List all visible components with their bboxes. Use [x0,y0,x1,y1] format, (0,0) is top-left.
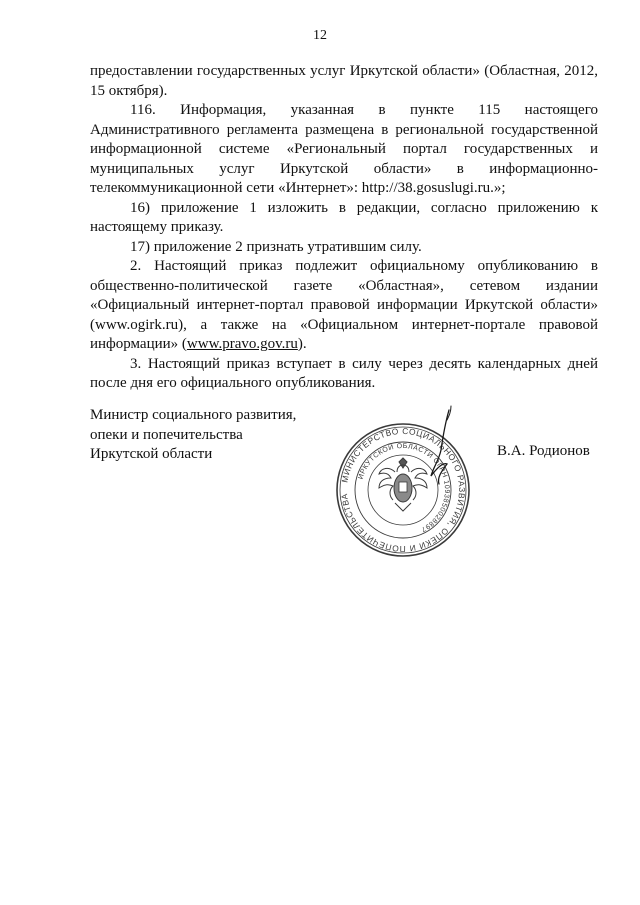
official-seal-stamp [333,402,473,562]
paragraph-publication [90,257,598,355]
document-body [90,62,598,394]
paragraph-item-116: 116. Информация, указанная в пункте 115 настоящего Административного регламента размещена в региональной государственной информационной системе «Региональный портал государственных и муниципальных услуг Иркутской области» в информационно-телекоммуникационной сети «Интернет»: http://38.gosuslugi.ru.»; [90,102,598,196]
signatory-title [90,406,330,465]
eagle-emblem-icon [379,458,427,511]
signatory-name: В.А. Родионов [497,443,590,459]
seal-inner-text: ИРКУТСКОЙ ОБЛАСТИ ОГРН 1093850028897 [357,442,451,533]
page-number: 12 [313,28,327,43]
paragraph-item-16: 16) приложение 1 изложить в редакции, согласно приложению к настоящему приказу. [90,199,598,235]
pravo-gov-link[interactable]: www.pravo.gov.ru [186,336,298,352]
publication-text-end: ). [297,336,307,352]
paragraph-item-17: 17) приложение 2 признать утратившим силу. [130,238,422,255]
seal-ring-text: МИНИСТЕРСТВО СОЦИАЛЬНОГО РАЗВИТИЯ, ОПЕКИ И ПОПЕЧИТЕЛЬСТВА [339,425,468,555]
signatory-title-line: Иркутской области [90,446,213,462]
paragraph-continuation: предоставлении государственных услуг Иркутской области» (Областная, 2012, 15 октября). [90,63,598,99]
paragraph-effective-date: 3. Настоящий приказ вступает в силу через десять календарных дней после дня его официального опубликования. [90,355,598,391]
publication-text: 2. Настоящий приказ подлежит официальному опубликованию в общественно-политической газете «Областная», сетевом издании «Официальный интернет-портал правовой информации Иркутской области» (www.ogirk.ru), а также на «Официальном интернет-портале правовой информации» ( [90,258,598,352]
seal-icon [333,402,473,562]
signatory-title-line: опеки и попечительства [90,426,243,443]
signatory-title-line: Министр социального развития, [90,407,297,423]
